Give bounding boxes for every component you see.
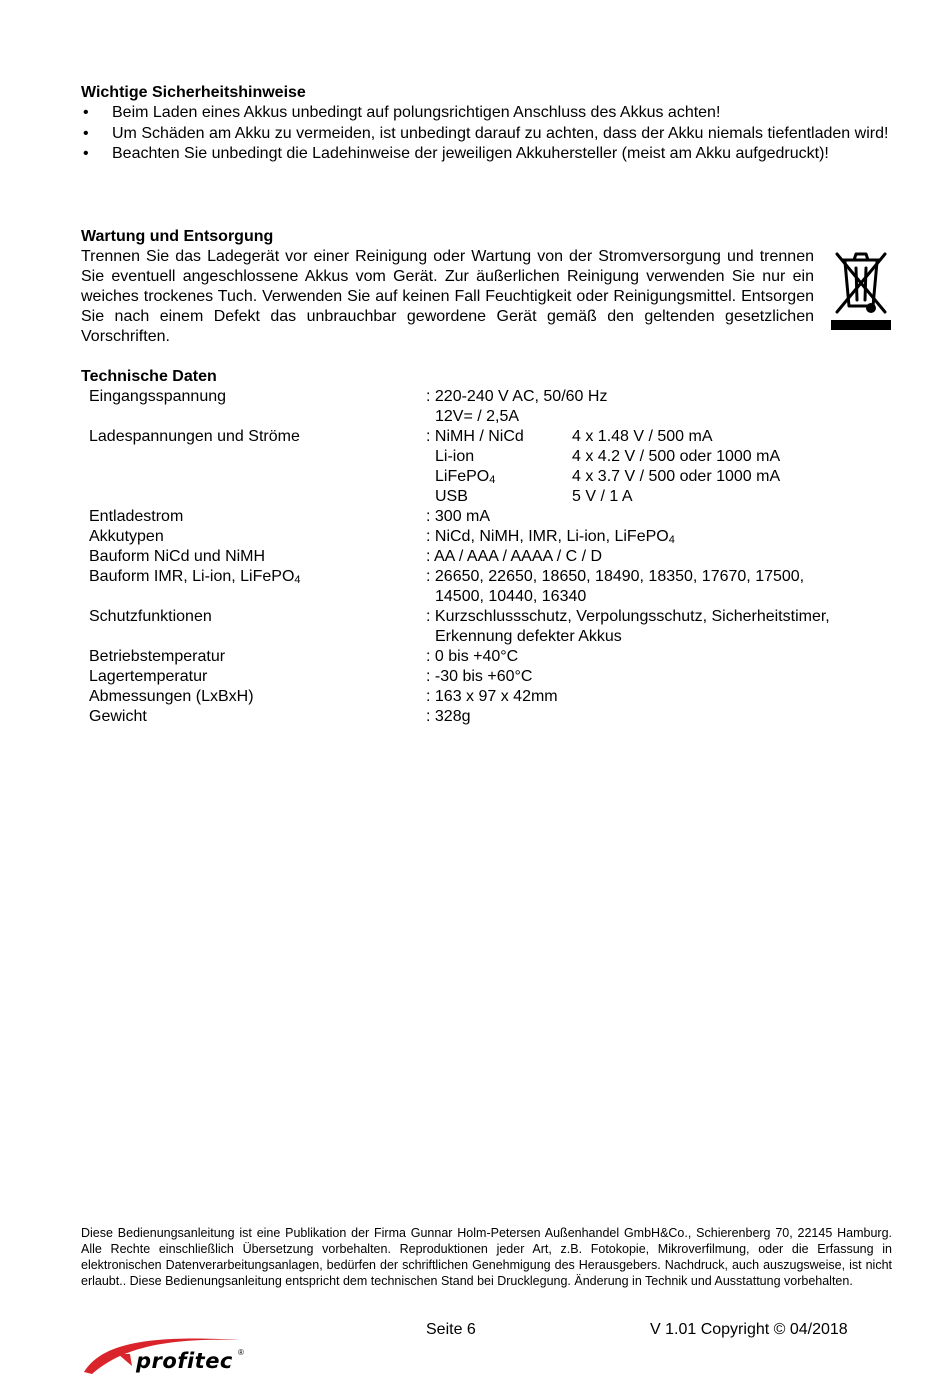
spec-input-value-2: 12V= / 2,5A — [435, 408, 520, 425]
charge-type: Li-ion — [435, 448, 475, 465]
spec-types-value: : NiCd, NiMH, IMR, Li-ion, LiFePO$_4$ — [426, 528, 675, 546]
charge-value: 4 x 4.2 V / 500 oder 1000 mA — [572, 448, 781, 465]
spec-form1-value: : AA / AAA / AAAA / C / D — [426, 548, 603, 565]
spec-stemp-value: : -30 bis +60°C — [426, 668, 533, 685]
charge-value: 5 V / 1 A — [572, 488, 633, 505]
spec-optemp-label: Betriebstemperatur — [89, 648, 226, 665]
list-item: • Beim Laden eines Akkus unbedingt auf polungsrichtigen Anschluss des Akkus achten! — [83, 104, 721, 121]
spec-weight-value: : 328g — [426, 708, 471, 725]
spec-discharge-label: Entladestrom — [89, 508, 184, 525]
spec-dim-value: : 163 x 97 x 42mm — [426, 688, 558, 705]
spec-input-value: : 220-240 V AC, 50/60 Hz — [426, 388, 608, 405]
maintenance-heading: Wartung und Entsorgung — [81, 228, 274, 245]
weee-disposal-icon — [830, 248, 892, 332]
profitec-logo — [80, 1328, 250, 1376]
list-item: • Beachten Sie unbedingt die Ladehinweise der jeweiligen Akkuhersteller (meist am Akku aufgedruckt)! — [83, 145, 829, 162]
charge-value: 4 x 3.7 V / 500 oder 1000 mA — [572, 468, 781, 485]
charge-type: LiFePO$_4$ — [435, 468, 496, 486]
charge-value: 4 x 1.48 V / 500 mA — [572, 428, 713, 445]
safety-heading: Wichtige Sicherheitshinweise — [81, 84, 306, 101]
safety-list — [81, 103, 892, 165]
charge-type: : NiMH / NiCd — [426, 428, 524, 445]
spec-stemp-label: Lagertemperatur — [89, 668, 208, 685]
spec-types-label: Akkutypen — [89, 528, 164, 545]
spec-form2-label: Bauform IMR, Li-ion, LiFePO$_4$ — [89, 568, 301, 586]
specs-heading: Technische Daten — [81, 368, 217, 385]
logo-registered-mark: ® — [238, 1348, 244, 1357]
spec-form1-label: Bauform NiCd und NiMH — [89, 548, 266, 565]
spec-discharge-value: : 300 mA — [426, 508, 491, 525]
logo-text: profitec — [136, 1349, 233, 1373]
spec-charge-label: Ladespannungen und Ströme — [89, 428, 300, 445]
spec-dim-label: Abmessungen (LxBxH) — [89, 688, 254, 705]
spec-form2-value-2: 14500, 10440, 16340 — [435, 588, 587, 605]
maintenance-text: Trennen Sie das Ladegerät vor einer Reinigung oder Wartung von der Stromversorgung und trennen Sie eventuell angeschlossene Akkus vom Gerät. Zur äußerlichen Reinigung verwenden Sie nur ein weiches trockenes Tuch. Verwenden Sie auf keinen Fall Feuchtigkeit oder Reinigungsmittel. Entsorgen Sie nach einem Defekt das unbrauchbar gewordene Gerät gemäß den geltenden gesetzlichen Vorschriften. — [81, 248, 814, 345]
spec-optemp-value: : 0 bis +40°C — [426, 648, 519, 665]
spec-protect-label: Schutzfunktionen — [89, 608, 212, 625]
spec-protect-value-2: Erkennung defekter Akkus — [435, 628, 622, 645]
version-copyright: V 1.01 Copyright © 04/2018 — [650, 1321, 848, 1338]
list-item: • Um Schäden am Akku zu vermeiden, ist unbedingt darauf zu achten, dass der Akku niemals tiefentladen wird! — [83, 124, 889, 142]
safety-section — [81, 83, 892, 165]
spec-protect-value: : Kurzschlussschutz, Verpolungsschutz, Sicherheitstimer, — [426, 608, 830, 625]
spec-form2-value: : 26650, 22650, 18650, 18490, 18350, 17670, 17500, — [426, 568, 805, 585]
spec-input-label: Eingangsspannung — [89, 388, 227, 405]
footer-legal-text: Diese Bedienungsanleitung ist eine Publikation der Firma Gunnar Holm-Petersen Außenhandel GmbH&Co., Schierenberg 70, 22145 Hamburg. Alle Rechte einschließlich Übersetzung vorbehalten. Reproduktionen jeder Art, z.B. Fotokopie, Mikroverfilmung, oder die Erfassung in elektronischen Datenverarbeitungsanlagen, bedürfen der schriftlichen Genehmigung des Herausgebers. Nachdruck, auch auszugsweise, ist nicht erlaubt.. Diese Bedienungsanleitung entspricht dem technischen Stand bei Drucklegung. Änderung in Technik und Ausstattung vorbehalten. — [81, 1226, 892, 1288]
spec-weight-label: Gewicht — [89, 708, 147, 725]
charge-type: USB — [435, 488, 468, 505]
page-number: Seite 6 — [426, 1321, 476, 1338]
maintenance-section — [81, 227, 814, 347]
